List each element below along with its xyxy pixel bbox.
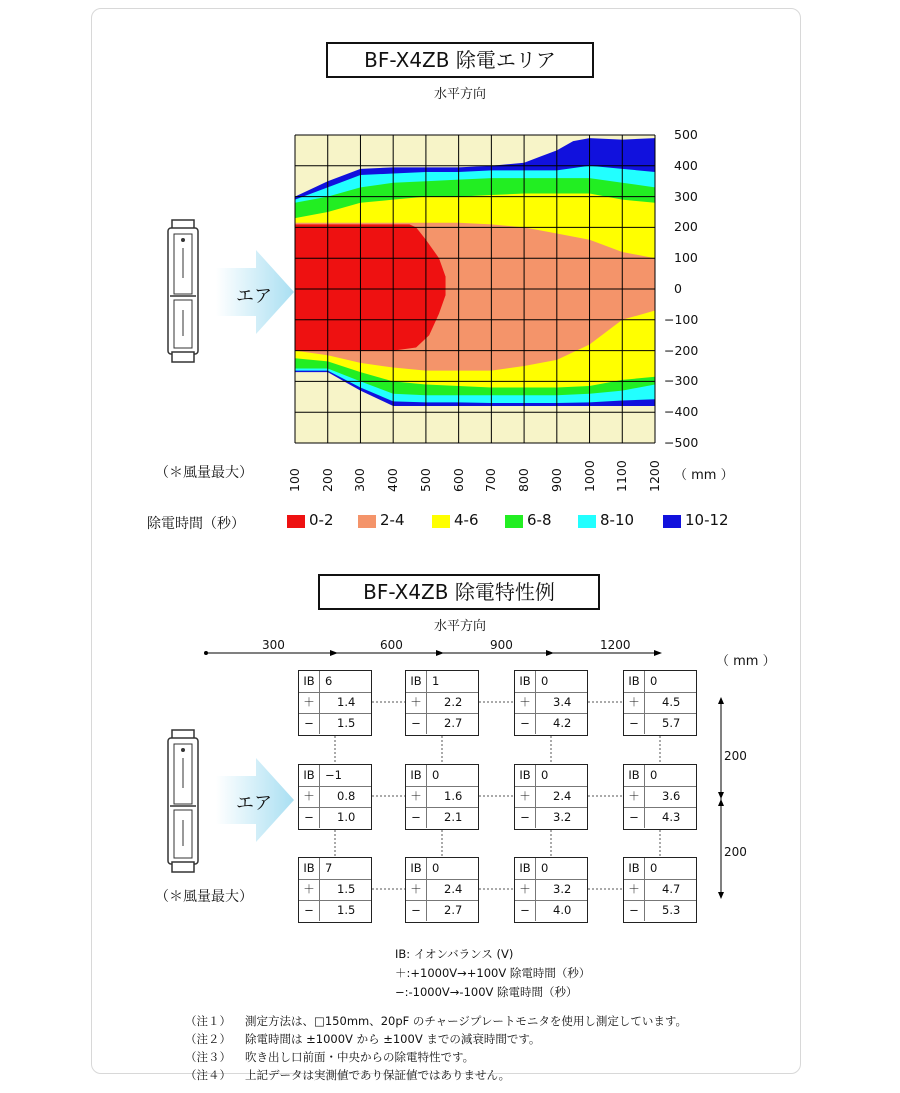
box-value: 4.7 <box>662 882 681 896</box>
y-tick-label: 300 <box>674 188 698 204</box>
box-key: IB <box>515 858 536 879</box>
note-2-tag: （注２） <box>185 1032 231 1046</box>
box-row-minus <box>406 900 478 921</box>
y-tick-label: 400 <box>674 157 698 173</box>
box-key: IB <box>515 671 536 692</box>
box-value: 1.5 <box>337 882 356 896</box>
box-value: 5.7 <box>662 716 681 730</box>
box-row-minus <box>299 807 371 828</box>
box-row-minus <box>624 713 696 734</box>
explain-ib: IB: イオンバランス (V) <box>395 947 514 961</box>
distance-label: 300 <box>262 638 285 652</box>
box-key: ＋ <box>624 692 645 713</box>
box-row-plus <box>515 879 587 901</box>
box-key: − <box>299 900 320 921</box>
box-key: ＋ <box>299 879 320 900</box>
box-value: 0 <box>650 861 658 875</box>
box-row-ib <box>299 765 371 787</box>
box-row-ib <box>406 671 478 693</box>
box-value: 0 <box>541 861 549 875</box>
measurement-box <box>623 857 697 923</box>
x-tick-label: 300 <box>352 468 368 492</box>
legend-label: 2-4 <box>380 511 405 529</box>
box-row-ib <box>515 671 587 693</box>
box-value: 0 <box>650 674 658 688</box>
box-key: − <box>299 713 320 734</box>
box-row-ib <box>515 765 587 787</box>
gap-label-2: 200 <box>724 845 747 859</box>
box-key: − <box>515 713 536 734</box>
box-value: 3.2 <box>553 810 572 824</box>
box-key: ＋ <box>406 879 427 900</box>
box-row-minus <box>624 807 696 828</box>
box-row-plus <box>624 879 696 901</box>
box-value: 0.8 <box>337 789 356 803</box>
note-4-text: 上記データは実測値であり保証値ではありません。 <box>245 1068 511 1082</box>
x-tick-label: 400 <box>385 468 401 492</box>
y-tick-label: 0 <box>674 281 682 296</box>
box-row-minus <box>299 900 371 921</box>
box-key: − <box>406 807 427 828</box>
box-value: 3.2 <box>553 882 572 896</box>
legend-label: 4-6 <box>454 511 479 529</box>
vertical-gap-arrows <box>712 696 732 900</box>
box-row-plus <box>515 692 587 714</box>
box-row-minus <box>406 713 478 734</box>
char-subtitle: 水平方向 <box>433 619 486 634</box>
box-value: 4.5 <box>662 695 681 709</box>
box-key: ＋ <box>624 879 645 900</box>
gap-label-1: 200 <box>724 749 747 763</box>
box-key: ＋ <box>515 786 536 807</box>
box-value: 7 <box>325 861 333 875</box>
box-key: IB <box>624 765 645 786</box>
box-key: IB <box>299 858 320 879</box>
measurement-box <box>298 764 372 830</box>
box-row-ib <box>624 765 696 787</box>
box-row-minus <box>515 807 587 828</box>
legend-label: 10-12 <box>685 511 729 529</box>
box-value: 2.4 <box>553 789 572 803</box>
box-value: 4.2 <box>553 716 572 730</box>
measurement-box <box>405 857 479 923</box>
box-key: IB <box>299 765 320 786</box>
box-row-plus <box>515 786 587 808</box>
measurement-box <box>405 764 479 830</box>
wind-note: （＊風量最大） <box>155 465 253 481</box>
x-tick-label: 600 <box>450 468 466 492</box>
box-row-minus <box>515 900 587 921</box>
box-value: 1.5 <box>337 716 356 730</box>
x-tick-label: 900 <box>548 468 564 492</box>
box-key: ＋ <box>515 879 536 900</box>
box-key: ＋ <box>299 786 320 807</box>
box-value: 6 <box>325 674 333 688</box>
char-title: BF-X4ZB 除電特性例 <box>318 574 600 610</box>
box-value: 0 <box>541 768 549 782</box>
box-value: 1.5 <box>337 903 356 917</box>
box-value: 3.4 <box>553 695 572 709</box>
box-value: 2.7 <box>444 903 463 917</box>
explain-minus: −:-1000V→-100V 除電時間（秒） <box>395 985 578 999</box>
x-tick-label: 100 <box>287 468 302 492</box>
box-key: − <box>515 807 536 828</box>
box-value: 1 <box>432 674 440 688</box>
air-label: エア <box>236 793 272 814</box>
box-key: IB <box>406 671 427 692</box>
box-value: 5.3 <box>662 903 681 917</box>
box-row-minus <box>299 713 371 734</box>
x-tick-label: 200 <box>319 468 335 492</box>
box-key: ＋ <box>406 786 427 807</box>
box-row-plus <box>406 786 478 808</box>
box-key: ＋ <box>515 692 536 713</box>
box-key: IB <box>299 671 320 692</box>
box-row-plus <box>624 692 696 714</box>
note-3-text: 吹き出し口前面・中央からの除電特性です。 <box>245 1050 475 1064</box>
measurement-box <box>298 857 372 923</box>
measurement-box <box>623 764 697 830</box>
box-key: IB <box>406 765 427 786</box>
y-tick-label: −100 <box>664 311 699 327</box>
x-tick-label: 1200 <box>647 460 662 492</box>
box-row-ib <box>299 671 371 693</box>
box-row-plus <box>624 786 696 808</box>
x-tick-label: 1000 <box>581 460 597 492</box>
box-value: 2.7 <box>444 716 463 730</box>
box-row-ib <box>406 858 478 880</box>
note-1-text: 測定方法は、□150mm、20pF のチャージプレートモニタを使用し測定しています。 <box>245 1014 687 1028</box>
box-key: − <box>624 900 645 921</box>
box-key: ＋ <box>406 692 427 713</box>
x-unit-label: （ mm ） <box>674 468 734 483</box>
box-key: − <box>624 713 645 734</box>
box-row-minus <box>515 713 587 734</box>
box-key: − <box>406 900 427 921</box>
box-value: 1.0 <box>337 810 356 824</box>
box-key: IB <box>515 765 536 786</box>
air-label: エア <box>236 286 272 307</box>
distance-label: 600 <box>380 638 403 652</box>
y-tick-label: 100 <box>674 250 698 266</box>
note-4-tag: （注４） <box>185 1068 231 1082</box>
y-tick-label: −500 <box>664 435 699 450</box>
box-key: − <box>515 900 536 921</box>
legend-label: 0-2 <box>309 511 334 529</box>
box-row-ib <box>406 765 478 787</box>
box-row-minus <box>406 807 478 828</box>
explain-plus: ＋:+1000V→+100V 除電時間（秒） <box>395 966 591 980</box>
note-1-tag: （注１） <box>185 1014 231 1028</box>
measurement-box <box>514 857 588 923</box>
distance-label: 900 <box>490 638 513 652</box>
note-3-tag: （注３） <box>185 1050 231 1064</box>
box-value: 4.3 <box>662 810 681 824</box>
box-key: ＋ <box>299 692 320 713</box>
y-tick-label: 200 <box>674 219 698 235</box>
box-key: − <box>406 713 427 734</box>
box-key: IB <box>406 858 427 879</box>
y-tick-label: −200 <box>664 342 699 358</box>
y-tick-label: 500 <box>674 127 698 142</box>
box-value: 2.4 <box>444 882 463 896</box>
box-row-plus <box>299 786 371 808</box>
x-tick-label: 700 <box>483 468 499 492</box>
box-row-ib <box>299 858 371 880</box>
box-value: 2.2 <box>444 695 463 709</box>
box-value: 2.1 <box>444 810 463 824</box>
box-value: 0 <box>432 861 440 875</box>
measurement-box <box>298 670 372 736</box>
legend-label: 6-8 <box>527 511 552 529</box>
box-row-plus <box>299 879 371 901</box>
box-value: 0 <box>432 768 440 782</box>
x-tick-label: 1100 <box>614 460 630 492</box>
box-row-plus <box>406 692 478 714</box>
box-value: −1 <box>325 768 342 782</box>
measurement-box <box>514 764 588 830</box>
box-value: 0 <box>650 768 658 782</box>
box-row-ib <box>515 858 587 880</box>
legend-label: 8-10 <box>600 511 635 529</box>
measurement-box <box>623 670 697 736</box>
box-value: 0 <box>541 674 549 688</box>
y-tick-label: −400 <box>664 404 699 420</box>
box-key: IB <box>624 671 645 692</box>
area-title: BF-X4ZB 除電エリア <box>326 42 594 78</box>
box-row-ib <box>624 671 696 693</box>
box-value: 4.0 <box>553 903 572 917</box>
box-row-plus <box>299 692 371 714</box>
area-subtitle: 水平方向 <box>433 87 486 102</box>
box-key: − <box>624 807 645 828</box>
x-tick-label: 500 <box>417 468 433 492</box>
x-tick-label: 800 <box>516 468 532 492</box>
y-tick-label: −300 <box>664 373 699 389</box>
wind-note: （＊風量最大） <box>155 889 253 905</box>
box-row-plus <box>406 879 478 901</box>
box-key: IB <box>624 858 645 879</box>
legend-title: 除電時間（秒） <box>147 516 245 532</box>
box-key: ＋ <box>624 786 645 807</box>
char-unit-label: （ mm ） <box>716 654 776 669</box>
box-value: 1.6 <box>444 789 463 803</box>
note-2-text: 除電時間は ±1000V から ±100V までの減衰時間です。 <box>245 1032 541 1046</box>
box-value: 3.6 <box>662 789 681 803</box>
box-row-ib <box>624 858 696 880</box>
distance-label: 1200 <box>600 638 631 652</box>
box-value: 1.4 <box>337 695 356 709</box>
box-key: − <box>299 807 320 828</box>
box-row-minus <box>624 900 696 921</box>
measurement-box <box>405 670 479 736</box>
measurement-box <box>514 670 588 736</box>
